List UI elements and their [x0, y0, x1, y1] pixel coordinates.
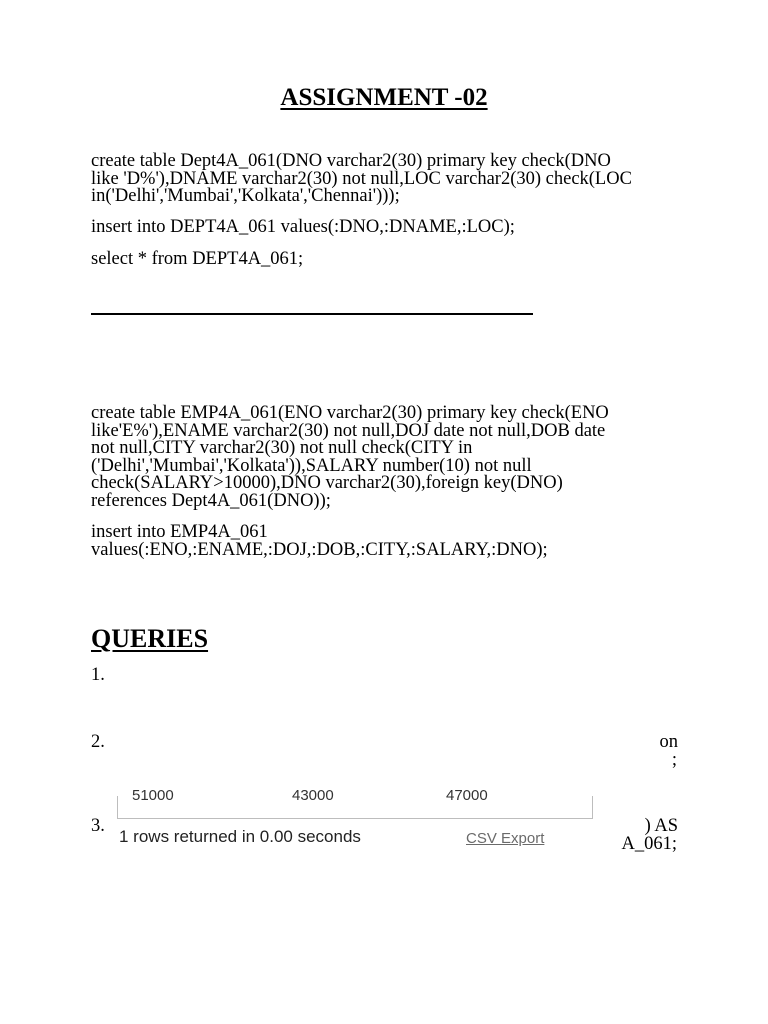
query-result-overlay: [112, 787, 594, 858]
page-title: ASSIGNMENT -02: [280, 84, 488, 111]
rows-returned-text: 1 rows returned in 0.00 seconds: [119, 827, 361, 846]
result-table-strip: [117, 787, 593, 819]
result-cell: 51000: [132, 787, 174, 804]
emp-insert-statement: insert into EMP4A_061 values(:ENO,:ENAME,:DOJ,:DOB,:CITY,:SALARY,:DNO);: [91, 522, 548, 560]
query-3-fragment-table: A_061;: [621, 834, 677, 854]
dept-select-statement: select * from DEPT4A_061;: [91, 249, 304, 269]
result-cell: 43000: [292, 787, 334, 804]
query-1-number: 1.: [91, 665, 105, 685]
query-2-number: 2.: [91, 732, 105, 752]
dept-insert-statement: insert into DEPT4A_061 values(:DNO,:DNAME,:LOC);: [91, 217, 515, 237]
dept-create-statement: create table Dept4A_061(DNO varchar2(30) primary key check(DNO like 'D%'),DNAME varchar2(30) not null,LOC varchar2(30) check(LOC in('Delhi','Mumbai','Kolkata','Chennai')));: [91, 151, 632, 206]
csv-export-link[interactable]: CSV Export: [466, 830, 545, 847]
emp-create-statement: create table EMP4A_061(ENO varchar2(30) primary key check(ENO like'E%'),ENAME varchar2(30) not null,DOJ date not null,DOB date not null,CITY varchar2(30) not null check(CITY in ('Delhi','Mumbai','Kolkata')),SALARY number(10) not null check(SALARY>10000),DNO varchar2(30),foreign key(DNO) references Dept4A_061(DNO));: [91, 403, 609, 511]
queries-heading: QUERIES: [91, 624, 209, 653]
query-3-fragment-as: ) AS: [644, 816, 678, 836]
section-divider: [91, 313, 533, 315]
query-2-fragment-end: on: [659, 732, 678, 752]
query-2-fragment-semicolon: ;: [671, 750, 677, 770]
query-3-number: 3.: [91, 816, 105, 836]
result-cell: 47000: [446, 787, 488, 804]
